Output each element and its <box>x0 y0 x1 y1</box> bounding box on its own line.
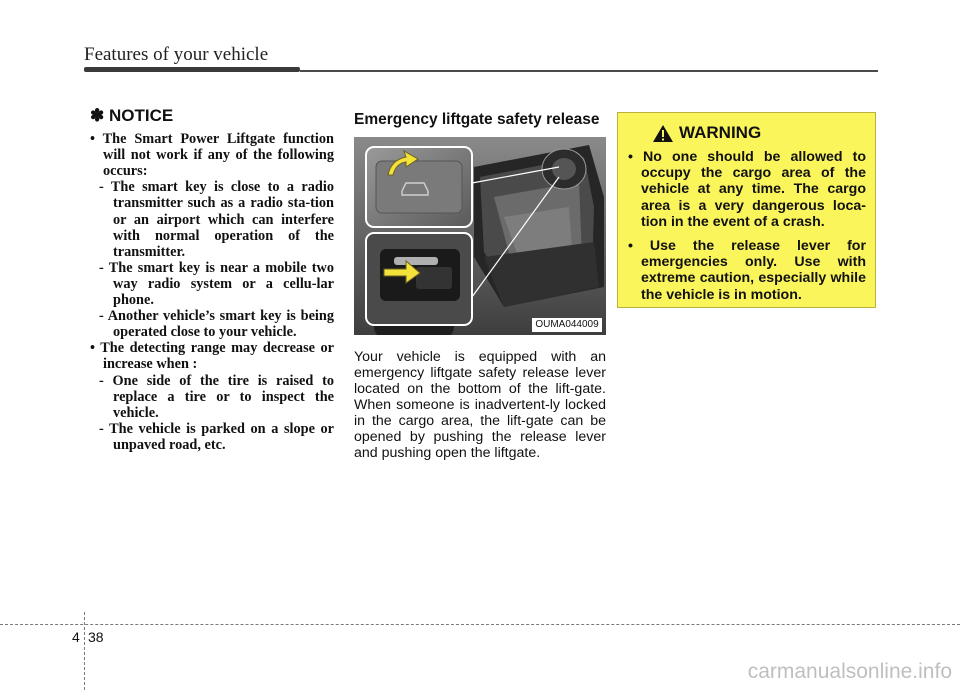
notice-bullet-1: • The Smart Power Liftgate function will not work if any of the following occurs: <box>90 131 334 180</box>
image-code-label: OUMA044009 <box>532 318 602 332</box>
footer-rule <box>0 624 960 625</box>
page-number: 38 <box>88 629 104 645</box>
warning-triangle-icon <box>652 124 674 143</box>
section-heading: Emergency liftgate safety release <box>354 111 600 128</box>
notice-dash-4: - One side of the tire is raised to replace a tire or to inspect the vehicle. <box>99 372 334 421</box>
header-bar <box>84 67 300 72</box>
watermark: carmanualsonline.info <box>747 660 952 683</box>
header-rule <box>300 70 878 72</box>
section-body: Your vehicle is equipped with an emergency liftgate safety release lever located on the bottom of the lift-gate. When someone is inadvertent-ly locked in the cargo area, the lift-gate can be opened by pushing the release lever and pushing open the liftgate. <box>354 349 606 461</box>
notice-bullet-2: • The detecting range may decrease or increase when : <box>90 340 334 373</box>
page-header-title: Features of your vehicle <box>84 44 269 65</box>
notice-dash-3: - Another vehicle’s smart key is being operated close to your vehicle. <box>99 308 334 341</box>
arrow-icon <box>384 147 424 179</box>
warning-header <box>652 123 866 143</box>
liftgate-photo <box>354 137 606 335</box>
notice-block <box>90 108 334 453</box>
warning-title: WARNING <box>679 123 762 142</box>
footer-divider <box>84 612 85 690</box>
notice-dash-1: - The smart key is close to a radio transmitter such as a radio sta-tion or an airport which can interfere with normal operation of the transmitter. <box>99 179 334 260</box>
liftgate-section <box>354 112 606 461</box>
chapter-number: 4 <box>72 629 80 645</box>
warning-item-2: • Use the release lever for emergencies only. Use with extreme caution, especially while the vehicle is in motion. <box>628 238 866 303</box>
notice-dash-5: - The vehicle is parked on a slope or unpaved road, etc. <box>99 420 334 453</box>
warning-box <box>617 112 876 308</box>
notice-dash-2: - The smart key is near a mobile two way radio system or a cellu-lar phone. <box>99 259 334 309</box>
notice-title: ✽ NOTICE <box>90 106 174 125</box>
warning-item-1: • No one should be allowed to occupy the cargo area of the vehicle at any time. The cargo area is a very dangerous loca-tion in the event of a crash. <box>628 149 866 230</box>
arrow-icon <box>382 255 422 285</box>
